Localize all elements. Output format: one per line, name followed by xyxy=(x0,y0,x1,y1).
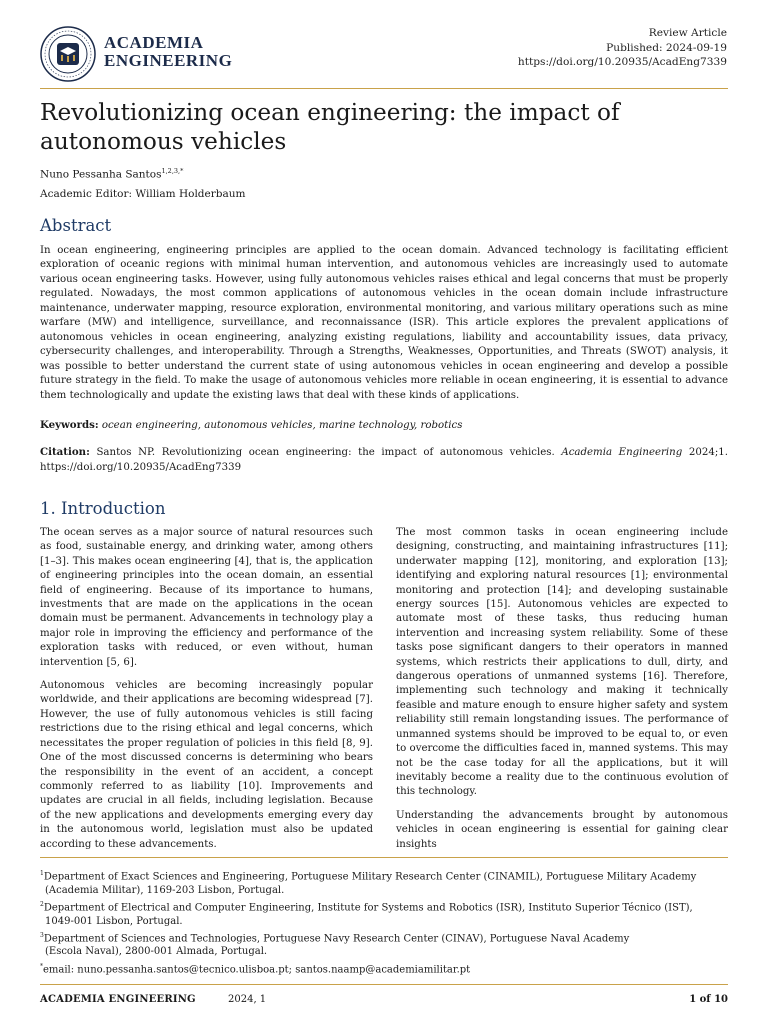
footnote-text: Department of Electrical and Computer Engineering, Institute for Systems and Robotics (ISR), Instituto Superior Técnico (IST), xyxy=(43,902,693,914)
paragraph: The ocean serves as a major source of natural resources such as food, sustainable energy, and drinking water, among others [1–3]. This makes ocean engineering [4], that is, the application of engineering principles into the ocean domain, an essential field of engineering. Because of its importance to humans, investments that are made on the applications in the ocean domain must be permanent. Advancements in technology play a major role in improving the efficiency and performance of the exploration tasks with reduced, or even without, human intervention [5, 6]. xyxy=(40,527,373,668)
body-column-right xyxy=(396,526,728,861)
footnote xyxy=(40,867,728,897)
footnote-text-cont: 1049-001 Lisbon, Portugal. xyxy=(45,915,183,927)
paragraph: The most common tasks in ocean engineering include designing, constructing, and maintaining infrastructures [11]; underwater mapping [12], monitoring, and exploration [13]; identifying and exploring natural resources [1]; environmental monitoring and protection [14]; and developing sustainable energy sources [15]. Autonomous vehicles are expected to automate most of these tasks, thus reducing human intervention and increasing system reliability. Some of these tasks pose significant dangers to their operators in manned systems, which restricts their applications to dull, dirty, and dangerous operations of unmanned systems [16]. Therefore, implementing such technology and making it technically feasible and mature enough to ensure higher safety and system reliability still remain longstanding issues. The performance of unmanned systems should be improved to be equal to, or even to overcome the difficulties faced in, manned systems. This may not be the case today for all the applications, but it will inevitably become a reality due to the continuous evolution of this technology. xyxy=(396,527,728,798)
citation-journal: Academia Engineering xyxy=(561,447,683,458)
footnote-mark: 2 xyxy=(40,900,44,908)
citation xyxy=(40,445,728,475)
keywords-label: Keywords: xyxy=(40,419,99,431)
footnote-mark: 1 xyxy=(40,870,44,877)
keywords xyxy=(40,418,728,434)
article-meta xyxy=(518,26,727,70)
abstract-heading: Abstract xyxy=(40,216,112,235)
article-type: Review Article xyxy=(648,27,727,39)
author-name[interactable]: Nuno Pessanha Santos xyxy=(40,168,162,181)
article-title: Revolutionizing ocean engineering: the impact of autonomous vehicles xyxy=(40,99,620,155)
page-footer xyxy=(40,994,728,1008)
citation-post: 2024;1. https://doi.org/10.20935/AcadEng7339 xyxy=(40,447,728,473)
abstract-text: In ocean engineering, engineering principles are applied to the ocean domain. Advanced technology is facilitating efficient exploration of oceanic regions with minimal human intervention, and autonomous vehicles are increasingly used to automate various ocean engineering tasks. However, using fully autonomous vehicles raises ethical and legal concerns that must be properly regulated. Nowadays, the most common applications of autonomous vehicles in the ocean domain include infrastructure maintenance, underwater mapping, resource exploration, environmental monitoring, and various military operations such as mine warfare (MW) and intelligence, surveillance, and reconnaissance (ISR). This article explores the prevalent applications of autonomous vehicles in ocean engineering, analyzing existing regulations, liability and accountability issues, data privacy, cybersecurity challenges, and interoperability. Through a Strengths, Weaknesses, Opportunities, and Threats (SWOT) analysis, it was possible to better understand the current state of using autonomous vehicles in ocean engineering and develop a possible future strategy in the field. To make the usage of autonomous vehicles more reliable in ocean engineering, it is essential to advance them technologically and update the existing laws that deal with these kinds of applications. xyxy=(40,245,728,401)
published-date: Published: 2024-09-19 xyxy=(606,41,727,54)
author-line xyxy=(40,167,183,181)
footer-year-volume: 2024, 1 xyxy=(228,994,267,1005)
paragraph: Understanding the advancements brought by autonomous vehicles in ocean engineering is essential for gaining clear insights xyxy=(396,809,728,850)
footnote-text: Department of Sciences and Technologies, Portuguese Navy Research Center (CINAV), Portuguese Naval Academy xyxy=(43,933,630,945)
footnote-email xyxy=(40,960,728,977)
citation-pre: Santos NP. Revolutionizing ocean engineering: the impact of autonomous vehicles. xyxy=(96,447,555,458)
doi-link[interactable]: https://doi.org/10.20935/AcadEng7339 xyxy=(517,56,727,68)
body-column-left xyxy=(40,526,373,861)
footnote-mark: 3 xyxy=(40,931,44,939)
author-affiliation-marks: 1,2,3,* xyxy=(161,167,184,175)
header-divider xyxy=(40,88,728,89)
journal-name-line2: ENGINEERING xyxy=(104,51,233,70)
footnote-divider xyxy=(40,857,728,858)
affiliation-footnotes xyxy=(40,867,728,977)
footnote xyxy=(40,898,728,928)
keywords-text: ocean engineering, autonomous vehicles, marine technology, robotics xyxy=(101,420,463,431)
footnote-text-cont: (Escola Naval), 2800-001 Almada, Portugal. xyxy=(45,946,268,958)
academic-editor: Academic Editor: William Holderbaum xyxy=(40,188,246,200)
footnote-text: Department of Exact Sciences and Engineering, Portuguese Military Research Center (CINAMIL), Portuguese Military Academy xyxy=(43,871,697,883)
corresponding-email[interactable]: email: nuno.pessanha.santos@tecnico.ulisboa.pt; santos.naamp@academiamilitar.pt xyxy=(43,964,471,976)
footnote-text-cont: (Academia Militar), 1169-203 Lisbon, Portugal. xyxy=(45,884,285,896)
section-heading-introduction: 1. Introduction xyxy=(40,499,166,518)
citation-label: Citation: xyxy=(40,446,90,458)
footer-divider xyxy=(40,984,728,985)
paragraph: Autonomous vehicles are becoming increasingly popular worldwide, and their applications are becoming widespread [7]. However, the use of fully autonomous vehicles is still facing restrictions due to the rising ethical and legal concerns, which necessitates the proper regulation of policies in this field [8, 9]. One of the most discussed concerns is determining who bears the responsibility in the event of an accident, a concept commonly referred to as liability [10]. Improvements and updates are crucial in all fields, including legislation. Because of the new applications and developments emerging every day in the autonomous world, legislation must also be updated according to these advancements. xyxy=(40,680,373,850)
footnote-mark: * xyxy=(40,962,43,970)
page-number: 1 of 10 xyxy=(689,994,728,1005)
journal-name xyxy=(104,34,232,70)
footer-journal: ACADEMIA ENGINEERING xyxy=(40,994,196,1005)
journal-name-line1: ACADEMIA xyxy=(104,33,204,52)
journal-logo[interactable] xyxy=(40,26,240,82)
footnote xyxy=(40,929,728,959)
academia-seal-icon xyxy=(40,26,96,82)
